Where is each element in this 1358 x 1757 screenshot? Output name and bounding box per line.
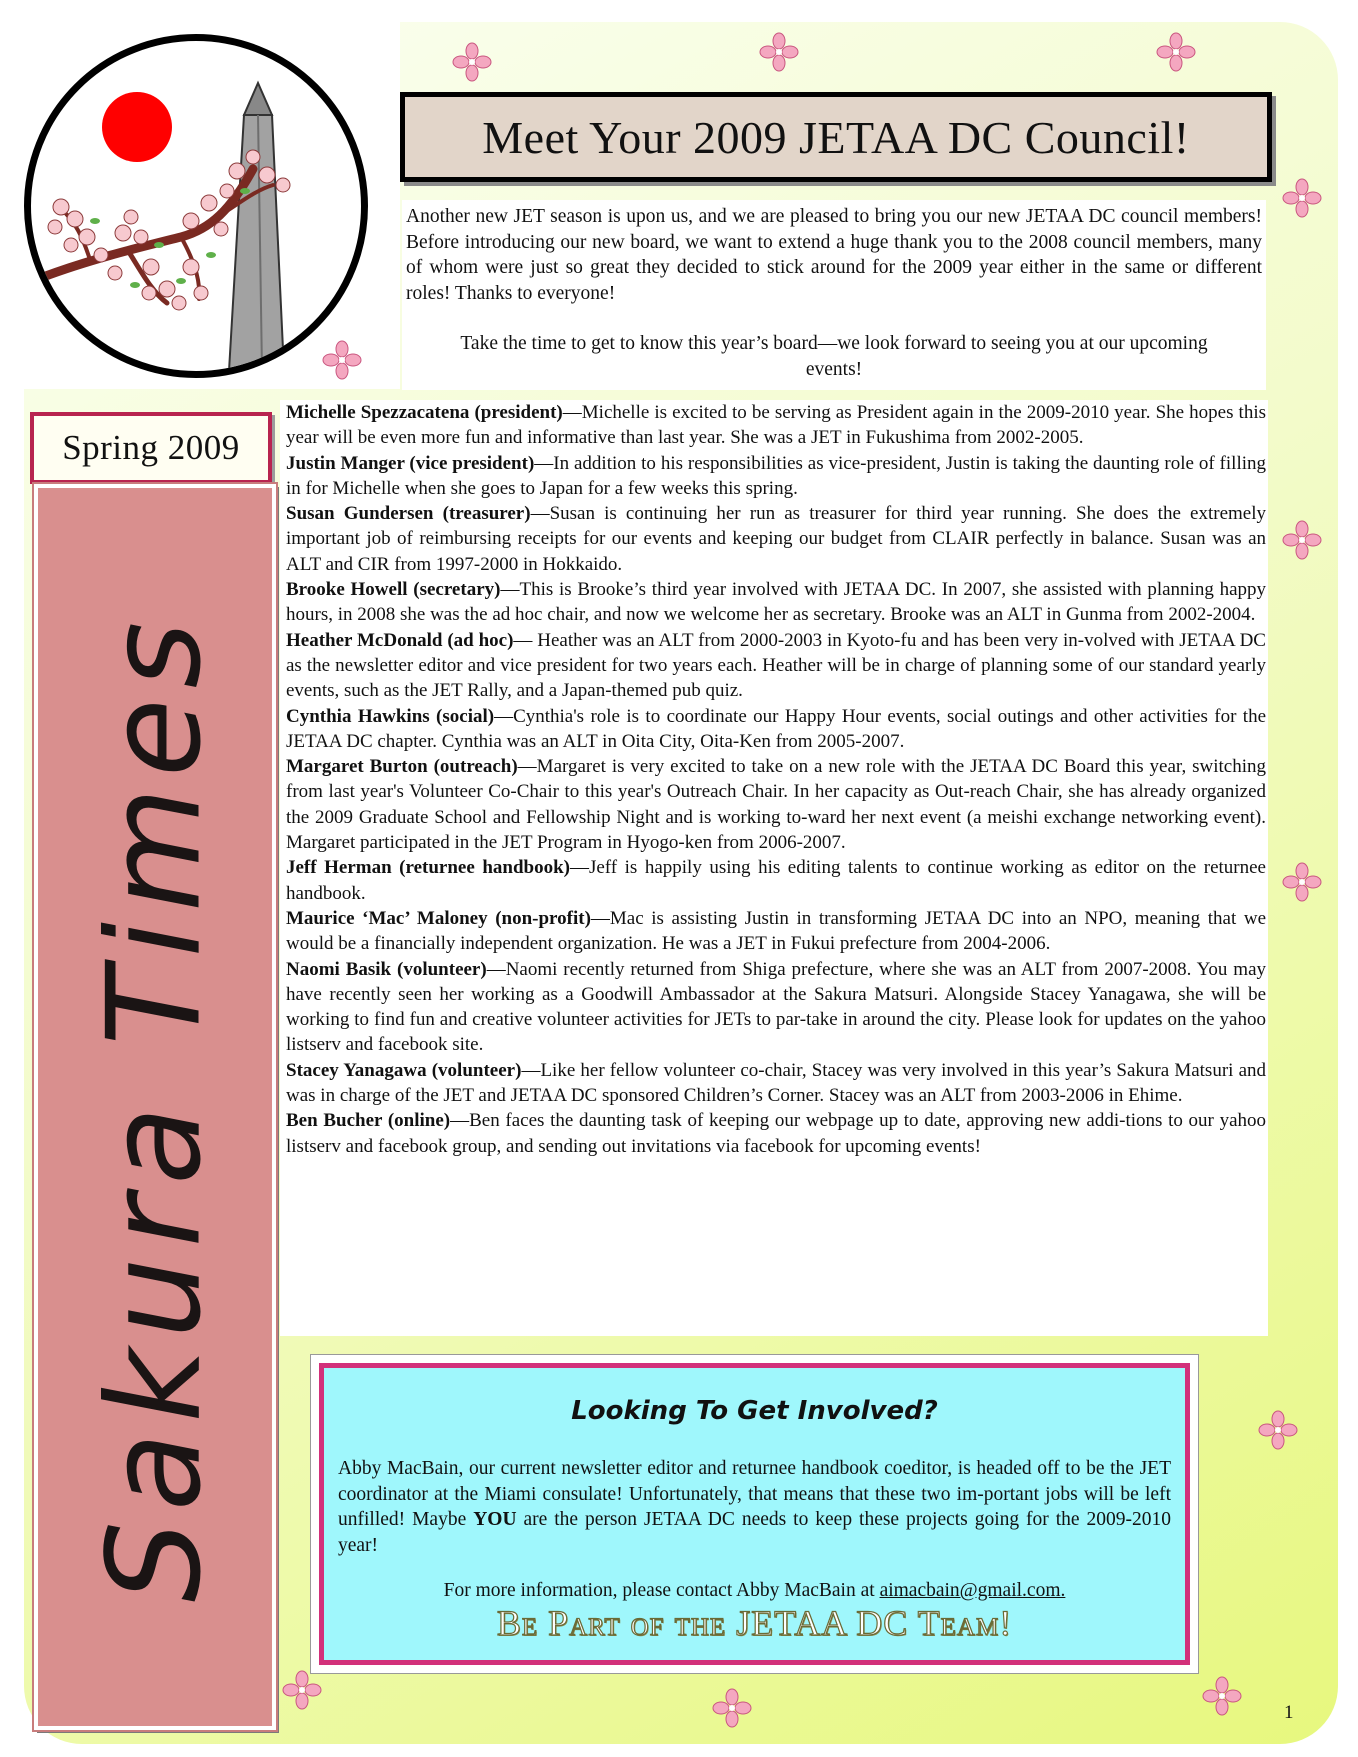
logo-illustration [31,41,361,371]
body-text: Abby MacBain, our current newsletter editor and returnee handbook coeditor, is headed off to be the JET coordinator at the Miami consulate! Unfortunately, that means that these two im-portant jobs will be left unfilled! Maybe [338,1458,1171,1530]
member-name: Margaret Burton (outreach) [286,756,518,778]
call-to-action: Be Part of the JETAA DC Team! [496,1603,1013,1643]
sidebar-banner [34,484,276,1730]
member-entry [280,400,1268,451]
member-entry [280,628,1268,704]
intro-paragraph: Another new JET season is upon us, and we are pleased to bring you our new JETAA DC council members! Before introducing our new board, we want to extend a huge thank you to the 2008 council members, many of whom were just so great they decided to stick around for the 2009 year either in the same or different roles! Thanks to everyone! [406,206,1262,304]
blossom-ornament-icon [452,42,492,82]
member-bio: —Cynthia's role is to coordinate our Happy Hour events, social outings and other activities for the JETAA DC chapter. Cynthia was an ALT in Oita City, Oita-Ken from 2005-2007. [286,705,1266,752]
member-name: Susan Gundersen (treasurer) [286,503,531,525]
member-name: Justin Manger (vice president) [286,452,535,474]
blossom-ornament-icon [1282,178,1322,218]
blossom-ornament-icon [1156,32,1196,72]
get-involved-panel [319,1363,1190,1665]
article-title-box [400,92,1272,182]
member-bio: —In addition to his responsibilities as vice-president, Justin is taking the daunting role of filling in for Michelle when she goes to Japan for a few weeks this spring. [286,452,1266,499]
member-bio: —Michelle is excited to be serving as President again in the 2009-2010 year. She hopes this year will be even more fun and informative than last year. She was a JET in Fukushima from 2002-2005. [286,402,1267,449]
issue-label-box [30,412,272,484]
member-entry [280,451,1268,502]
member-entry [280,501,1268,577]
blossom-ornament-icon [1258,1410,1298,1450]
page-number: 1 [1284,1702,1294,1723]
member-entry [280,855,1268,906]
member-bio: —Ben faces the daunting task of keeping our webpage up to date, approving new addi-tions to our yahoo listserv and facebook group, and sending out invitations via facebook for upcoming events! [286,1110,1267,1157]
member-entry [280,577,1268,628]
member-name: Cynthia Hawkins (social) [286,705,495,727]
member-name: Jeff Herman (returnee handbook) [286,857,570,879]
member-bio: —Jeff is happily using his editing talents to continue working as editor on the returnee handbook. [286,857,1266,904]
blossom-ornament-icon [1202,1676,1242,1716]
member-bio: —Naomi recently returned from Shiga prefecture, where she was an ALT from 2007-2008. You may have recently seen her working as a Goodwill Ambassador at the Sakura Matsuri. Alongside Stacey Yanagawa, she will be working to find fun and creative volunteer activities for JETs to par-take in around the city. Please look for updates on the yahoo listserv and facebook site. [286,958,1267,1056]
blossom-ornament-icon [282,1670,322,1710]
body-text: are the person JETAA DC needs to keep these projects going for the 2009-2010 year! [338,1509,1171,1556]
council-member-list [280,400,1268,1336]
member-bio: —Margaret is very excited to take on a new role with the JETAA DC Board this year, switching from last year's Volunteer Co-Chair to this year's Outreach Chair. In her capacity as Out-reach Chair, she has already organized the 2009 Graduate School and Fellowship Night and is working to-ward her next event (a meishi exchange networking event). Margaret participated in the JET Program in Hyogo-ken from 2006-2007. [286,756,1266,854]
member-name: Naomi Basik (volunteer) [286,958,487,980]
member-name: Stacey Yanagawa (volunteer) [286,1059,522,1081]
issue-label: Spring 2009 [62,428,240,467]
contact-line [324,1580,1185,1602]
member-bio: —Susan is continuing her run as treasurer for third year running. She does the extremely important job of reimbursing receipts for our events and keeping our budget from CLAIR perfectly in balance. Susan was an ALT and CIR from 1997-2000 in Hokkaido. [286,503,1266,575]
member-bio: —Like her fellow volunteer co-chair, Stacey was very involved in this year’s Sakura Matsuri and was in charge of the JET and JETAA DC sponsored Children’s Corner. Stacey was an ALT from 2003-2006 in Ehime. [286,1059,1267,1107]
intro-section [402,200,1266,390]
member-entry [280,704,1268,755]
blossom-ornament-icon [322,340,362,380]
rising-sun [102,92,172,162]
blossom-ornament-icon [1282,862,1322,902]
member-entry [280,1108,1268,1159]
blossom-ornament-icon [759,32,799,72]
article-title: Meet Your 2009 JETAA DC Council! [482,111,1190,163]
member-name: Heather McDonald (ad hoc) [286,629,514,651]
newsletter-name: Sakura Times [80,611,230,1603]
member-bio: — Heather was an ALT from 2000-2003 in Kyoto-fu and has been very in-volved with JETAA DC as the newsletter editor and vice president for two years each. Heather will be in charge of planning some of our standard yearly events, such as the JET Rally, and a Japan-themed pub quiz. [286,629,1266,702]
member-entry [280,957,1268,1058]
member-entry [280,754,1268,855]
body-emphasis: YOU [473,1509,517,1530]
member-name: Ben Bucher (online) [286,1110,451,1132]
contact-email-link[interactable]: aimacbain@gmail.com. [879,1580,1066,1601]
get-involved-heading: Looking To Get Involved? [571,1396,938,1426]
member-entry [280,1058,1268,1109]
member-name: Maurice ‘Mac’ Maloney (non-profit) [286,907,591,929]
get-involved-body [324,1456,1185,1558]
blossom-ornament-icon [712,1688,752,1728]
blossom-ornament-icon [1282,520,1322,560]
intro-closing: Take the time to get to know this year’s board—we look forward to seeing you at our upcoming events! [460,333,1208,380]
newsletter-logo [24,34,368,378]
member-bio: —Mac is assisting Justin in transforming JETAA DC into an NPO, meaning that we would be a financially independent organization. He was a JET in Fukui prefecture from 2004-2006. [286,907,1266,955]
get-involved-box [310,1354,1199,1674]
member-bio: —This is Brooke’s third year involved with JETAA DC. In 2007, she assisted with planning happy hours, in 2008 she was the ad hoc chair, and now we welcome her as secretary. Brooke was an ALT in Gunma from 2002-2004. [286,579,1267,626]
member-name: Brooke Howell (secretary) [286,579,501,601]
monument [229,83,284,371]
member-entry [280,906,1268,957]
member-name: Michelle Spezzacatena (president) [286,402,563,423]
contact-prefix: For more information, please contact Abby MacBain at [443,1580,880,1601]
